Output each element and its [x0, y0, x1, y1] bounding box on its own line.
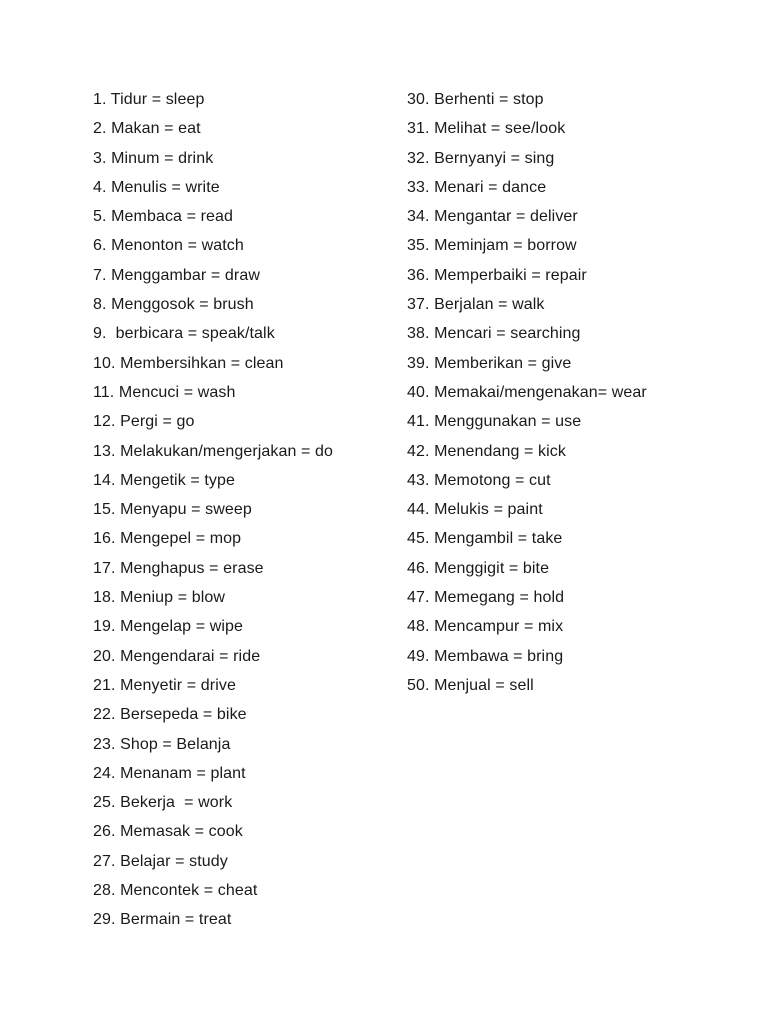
vocabulary-entry: 17. Menghapus = erase — [93, 559, 264, 577]
vocabulary-entry: 42. Menendang = kick — [407, 442, 566, 460]
vocabulary-entry: 16. Mengepel = mop — [93, 530, 242, 548]
vocabulary-list-left — [93, 88, 393, 938]
vocabulary-entry: 35. Meminjam = borrow — [407, 237, 577, 255]
vocabulary-entry: 22. Bersepeda = bike — [93, 706, 247, 724]
vocabulary-entry: 44. Melukis = paint — [407, 501, 543, 519]
vocabulary-entry: 21. Menyetir = drive — [93, 676, 236, 694]
vocabulary-entry: 10. Membersihkan = clean — [93, 354, 284, 372]
vocabulary-entry: 36. Memperbaiki = repair — [407, 266, 587, 284]
vocabulary-entry: 37. Berjalan = walk — [407, 296, 545, 314]
vocabulary-entry: 5. Membaca = read — [93, 208, 233, 226]
vocabulary-entry: 6. Menonton = watch — [93, 237, 244, 255]
vocabulary-entry: 1. Tidur = sleep — [93, 91, 205, 108]
vocabulary-entry: 46. Menggigit = bite — [407, 559, 550, 577]
vocabulary-entry: 28. Mencontek = cheat — [93, 882, 258, 900]
vocabulary-entry: 27. Belajar = study — [93, 852, 228, 870]
vocabulary-entry: 14. Mengetik = type — [93, 471, 235, 489]
vocabulary-entry: 24. Menanam = plant — [93, 764, 246, 782]
vocabulary-entry: 33. Menari = dance — [407, 178, 547, 196]
vocabulary-entry: 50. Menjual = sell — [407, 676, 534, 694]
vocabulary-entry: 23. Shop = Belanja — [93, 735, 231, 753]
vocabulary-entry: 29. Bermain = treat — [93, 911, 232, 929]
vocabulary-entry: 26. Memasak = cook — [93, 823, 243, 841]
vocabulary-entry: 2. Makan = eat — [93, 120, 201, 138]
vocabulary-entry: 45. Mengambil = take — [407, 530, 563, 548]
vocabulary-entry: 9. berbicara = speak/talk — [93, 325, 275, 343]
vocabulary-entry: 48. Mencampur = mix — [407, 618, 564, 636]
vocabulary-entry: 15. Menyapu = sweep — [93, 501, 252, 519]
vocabulary-entry: 47. Memegang = hold — [407, 589, 565, 607]
vocabulary-entry: 13. Melakukan/mengerjakan = do — [93, 442, 334, 460]
vocabulary-entry: 31. Melihat = see/look — [407, 120, 566, 138]
vocabulary-entry: 19. Mengelap = wipe — [93, 618, 244, 636]
vocabulary-list-right — [407, 88, 747, 703]
vocabulary-entry: 12. Pergi = go — [93, 413, 195, 431]
vocabulary-entry: 30. Berhenti = stop — [407, 91, 544, 108]
vocabulary-entry: 49. Membawa = bring — [407, 647, 564, 665]
vocabulary-entry: 3. Minum = drink — [93, 149, 214, 167]
vocabulary-entry: 7. Menggambar = draw — [93, 266, 260, 284]
vocabulary-entry: 43. Memotong = cut — [407, 471, 551, 489]
vocabulary-entry: 39. Memberikan = give — [407, 354, 572, 372]
vocabulary-entry: 18. Meniup = blow — [93, 589, 226, 607]
vocabulary-entry: 40. Memakai/mengenakan= wear — [407, 383, 647, 401]
vocabulary-entry: 38. Mencari = searching — [407, 325, 581, 343]
vocabulary-entry: 34. Mengantar = deliver — [407, 208, 578, 226]
vocabulary-entry: 8. Menggosok = brush — [93, 296, 254, 314]
vocabulary-entry: 4. Menulis = write — [93, 178, 220, 196]
vocabulary-entry: 11. Mencuci = wash — [93, 383, 236, 401]
vocabulary-entry: 25. Bekerja = work — [93, 794, 233, 812]
vocabulary-entry: 41. Menggunakan = use — [407, 413, 582, 431]
vocabulary-entry: 20. Mengendarai = ride — [93, 647, 261, 665]
vocabulary-entry: 32. Bernyanyi = sing — [407, 149, 555, 167]
